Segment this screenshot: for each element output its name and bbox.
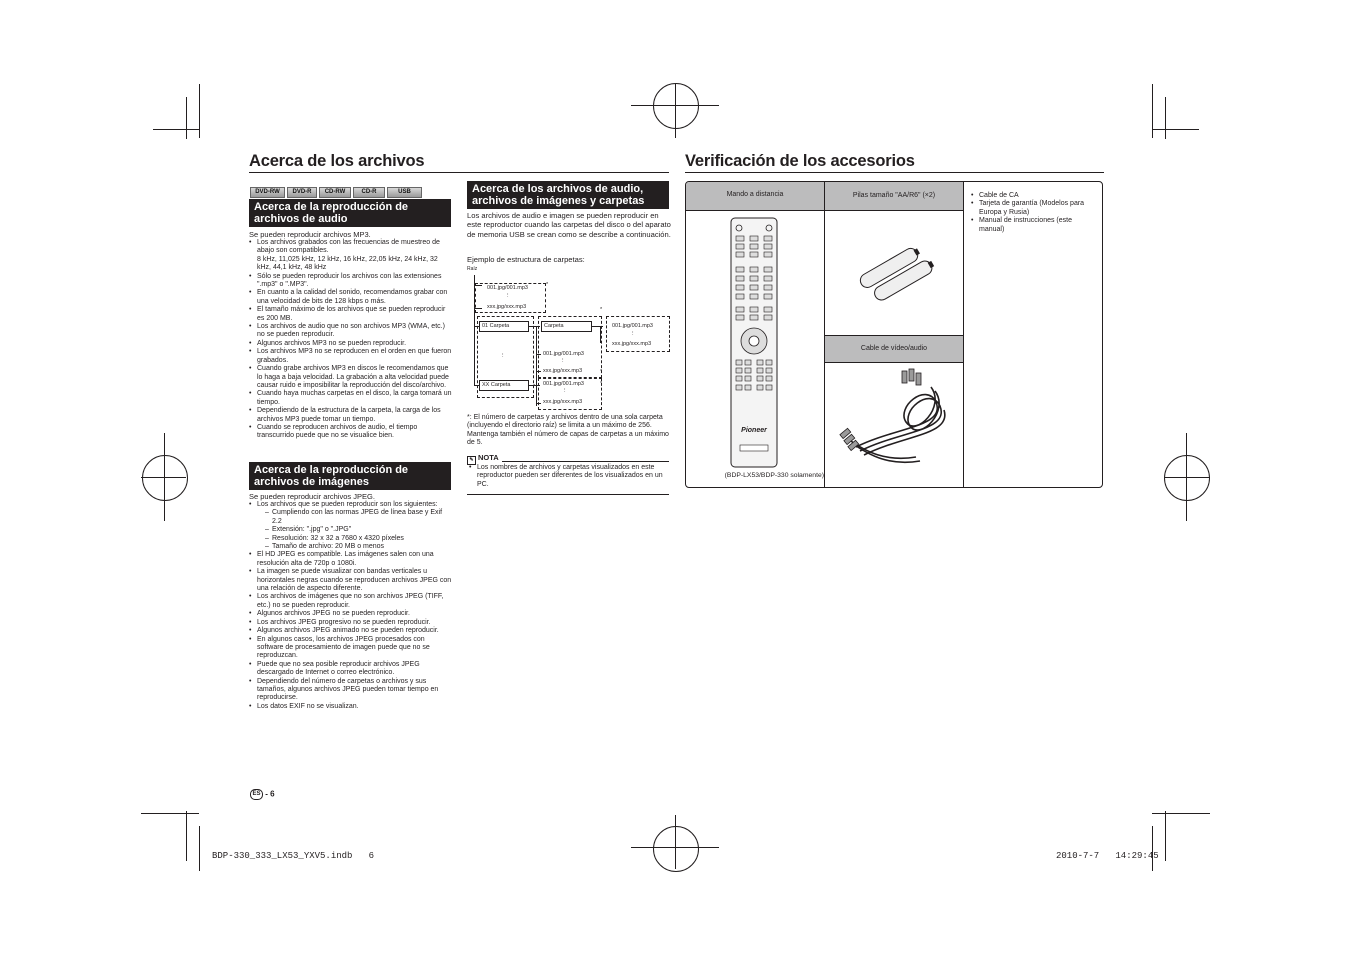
audio-bullet: • El tamaño máximo de los archivos que se pueden reproducir es 200 MB.: [249, 306, 453, 323]
images-section-body: [249, 492, 453, 711]
images-bullet: • Dependiendo del número de carpetas o archivos y sus tamaños, algunos archivos JPEG pueden tomar tiempo en reproducirse.: [249, 678, 453, 703]
folder-01: 01 Carpeta: [479, 321, 529, 332]
folder01-file-last: xxx.jpg/xxx.mp3: [543, 368, 583, 374]
audio-section-body: [249, 230, 453, 441]
format-badge-dvd-r: DVD-R: [287, 187, 317, 198]
images-bullet: • El HD JPEG es compatible. Las imágenes salen con una resolución alta de 720p o 1080i.: [249, 551, 453, 568]
images-heading-line1: Acerca de la reproducción de: [254, 464, 409, 476]
folders-section-heading: [467, 181, 669, 209]
accessory-item: • Manual de instrucciones (este manual): [971, 217, 1099, 234]
audio-bullet: • Dependiendo de la estructura de la carpeta, la carga de los archivos MP3 puede tomar un tiempo.: [249, 407, 453, 424]
folder-footnote: *: El número de carpetas y archivos dentro de una sola carpeta (incluyendo el directorio raíz) se limita a un máximo de 256. Mantenga también el número de capas de carpetas a un máximo de 5.: [467, 414, 669, 447]
note-list: [469, 464, 665, 489]
note-bottom-rule: [467, 494, 669, 495]
remote-control-image: [730, 217, 778, 468]
images-section-heading: [249, 462, 451, 490]
language-badge: ES: [250, 789, 263, 800]
disc-format-badges: [250, 180, 424, 198]
remote-caption: (BDP-LX53/BDP-330 solamente): [724, 472, 824, 479]
images-bullet: • Algunos archivos JPEG animado no se pueden reproducir.: [249, 627, 453, 635]
jpeg-spec-item: – Cumpliendo con las normas JPEG de línea base y Exif 2.2: [265, 509, 453, 526]
subfolder: Carpeta: [541, 321, 592, 332]
root-limit-star: *: [546, 282, 549, 288]
page-title-archivos: Acerca de los archivos: [249, 152, 425, 170]
audio-bullet: • Los archivos grabados con las frecuencias de muestreo de abajo son compatibles. 8 kHz, 11,025 kHz, 12 kHz, 16 kHz, 22,05 kHz, 24 kHz, 32 kHz, 44,1 kHz, 48 kHz: [249, 239, 453, 273]
note-title: NOTA: [478, 453, 499, 462]
audio-bullet: • Sólo se pueden reproducir los archivos con las extensiones ".mp3" o ".MP3".: [249, 273, 453, 290]
jpeg-spec-item: – Extensión: ".jpg" o ".JPG": [265, 526, 453, 534]
format-badge-usb: USB: [387, 187, 422, 198]
audio-bullet: • Los archivos MP3 no se reproducen en el orden en que fueron grabados.: [249, 348, 453, 365]
audio-bullet: • Cuando se reproducen archivos de audio, el tiempo transcurrido puede que no se visualice bien.: [249, 424, 453, 441]
audio-intro: Se pueden reproducir archivos MP3.: [249, 230, 371, 239]
audio-heading-line2: archivos de audio: [254, 213, 348, 225]
page-number-text: - 6: [265, 789, 275, 799]
images-bullet: • Los archivos que se pueden reproducir son los siguientes: – Cumpliendo con las normas JPEG de línea base y Exif 2.2 – Extensión: ".jpg" o ".JPG" – Resolución: 32 x 32 a 7680 x 4320 píxeles – Tamaño de archivo: 20 MB o menos: [249, 501, 453, 551]
audio-bullet: • Algunos archivos MP3 no se pueden reproducir.: [249, 340, 453, 348]
audio-bullet: • Los archivos de audio que no son archivos MP3 (WMA, etc.) no se pueden reproducir.: [249, 323, 453, 340]
accessory-item: • Cable de CA: [971, 192, 1099, 200]
images-bullet: • Los archivos de imágenes que no son archivos JPEG (TIFF, etc.) no se pueden reproducir.: [249, 593, 453, 610]
folderxx-file-last: xxx.jpg/xxx.mp3: [543, 399, 583, 405]
jpeg-spec-item: – Resolución: 32 x 32 a 7680 x 4320 píxeles: [265, 535, 453, 543]
folder-example-label: Ejemplo de estructura de carpetas:: [467, 255, 585, 264]
batteries-header: Pilas tamaño "AA/R6" (×2): [825, 182, 963, 210]
root-file-last: xxx.jpg/xxx.mp3: [487, 304, 527, 310]
format-badge-cd-rw: CD-RW: [319, 187, 351, 198]
date-info: 2010-7-7 14:29:45: [1056, 851, 1159, 861]
images-bullet: • En algunos casos, los archivos JPEG procesados con software de procesamiento de imagen puede que no se reproduzcan.: [249, 636, 453, 661]
root-label: Raíz: [467, 266, 478, 272]
accessories-table: [685, 181, 1103, 488]
folders-heading-line1: Acerca de los archivos de audio,: [472, 183, 644, 195]
format-badge-cd-r: CD-R: [353, 187, 385, 198]
images-intro: Se pueden reproducir archivos JPEG.: [249, 492, 375, 501]
folder01-file-first: 001.jpg/001.mp3: [543, 351, 584, 357]
av-cable-header: Cable de vídeo/audio: [825, 335, 963, 362]
sampling-frequencies: 8 kHz, 11,025 kHz, 12 kHz, 16 kHz, 22,05 kHz, 24 kHz, 32 kHz, 44,1 kHz, 48 kHz: [257, 255, 438, 272]
batteries-image: [846, 242, 946, 302]
note-icon: ✎: [467, 456, 476, 465]
page-title-accesorios: Verificación de los accesorios: [685, 152, 915, 170]
audio-bullet: • Cuando grabe archivos MP3 en discos le recomendamos que lo haga a baja velocidad. La grabación a alta velocidad puede causar ruido e imposibilitar la reproducción del disco/archivo.: [249, 365, 453, 390]
folders-limit-star: *: [533, 384, 536, 390]
folder-xx: XX Carpeta: [479, 380, 529, 391]
subfolder-limit-star: *: [600, 307, 603, 313]
folder01-limit-star: *: [600, 369, 603, 375]
images-bullet: • Los archivos JPEG progresivo no se pueden reproducir.: [249, 619, 453, 627]
images-heading-line2: archivos de imágenes: [254, 476, 369, 488]
audio-section-heading: [249, 199, 451, 227]
remote-header: Mando a distancia: [686, 182, 824, 210]
other-accessories-list: [971, 192, 1099, 234]
audio-bullet: • En cuanto a la calidad del sonido, recomendamos grabar con una velocidad de bits de 128 kbps o más.: [249, 289, 453, 306]
page-number: [250, 789, 275, 800]
subfolder-file-first: 001.jpg/001.mp3: [612, 323, 653, 329]
folderxx-file-first: 001.jpg/001.mp3: [543, 381, 584, 387]
title-rule-left: [249, 172, 669, 173]
av-cable-image: [836, 367, 956, 477]
folderxx-limit-star: *: [600, 381, 603, 387]
subfolder-file-last: xxx.jpg/xxx.mp3: [612, 341, 652, 347]
folders-heading-line2: archivos de imágenes y carpetas: [472, 195, 645, 207]
file-info: BDP-330_333_LX53_YXV5.indb 6: [212, 851, 375, 861]
audio-bullet: • Cuando haya muchas carpetas en el disco, la carga tomará un tiempo.: [249, 390, 453, 407]
images-bullet: • Algunos archivos JPEG no se pueden reproducir.: [249, 610, 453, 618]
audio-heading-line1: Acerca de la reproducción de: [254, 201, 409, 213]
root-file-first: 001.jpg/001.mp3: [487, 285, 528, 291]
note-bullet: • Los nombres de archivos y carpetas visualizados en este reproductor pueden ser diferentes de los visualizados en un PC.: [469, 464, 665, 489]
accessory-item: • Tarjeta de garantía (Modelos para Europa y Rusia): [971, 200, 1099, 217]
images-bullet: • La imagen se puede visualizar con bandas verticales u horizontales negras cuando se reproducen archivos JPEG con una relación de aspecto diferente.: [249, 568, 453, 593]
format-badge-dvd-rw: DVD-RW: [250, 187, 285, 198]
images-bullet: • Puede que no sea posible reproducir archivos JPEG descargado de Internet o correo electrónico.: [249, 661, 453, 678]
folders-intro: Los archivos de audio e imagen se pueden reproducir en este reproductor cuando las carpetas del disco o del aparato de memoria USB se crean como se describe a continuación.: [467, 211, 671, 239]
remote-brand-logo: Pioneer: [741, 427, 767, 434]
images-bullet: • Los datos EXIF no se visualizan.: [249, 703, 453, 711]
jpeg-spec-item: – Tamaño de archivo: 20 MB o menos: [265, 543, 453, 551]
title-rule-right: [685, 172, 1104, 173]
